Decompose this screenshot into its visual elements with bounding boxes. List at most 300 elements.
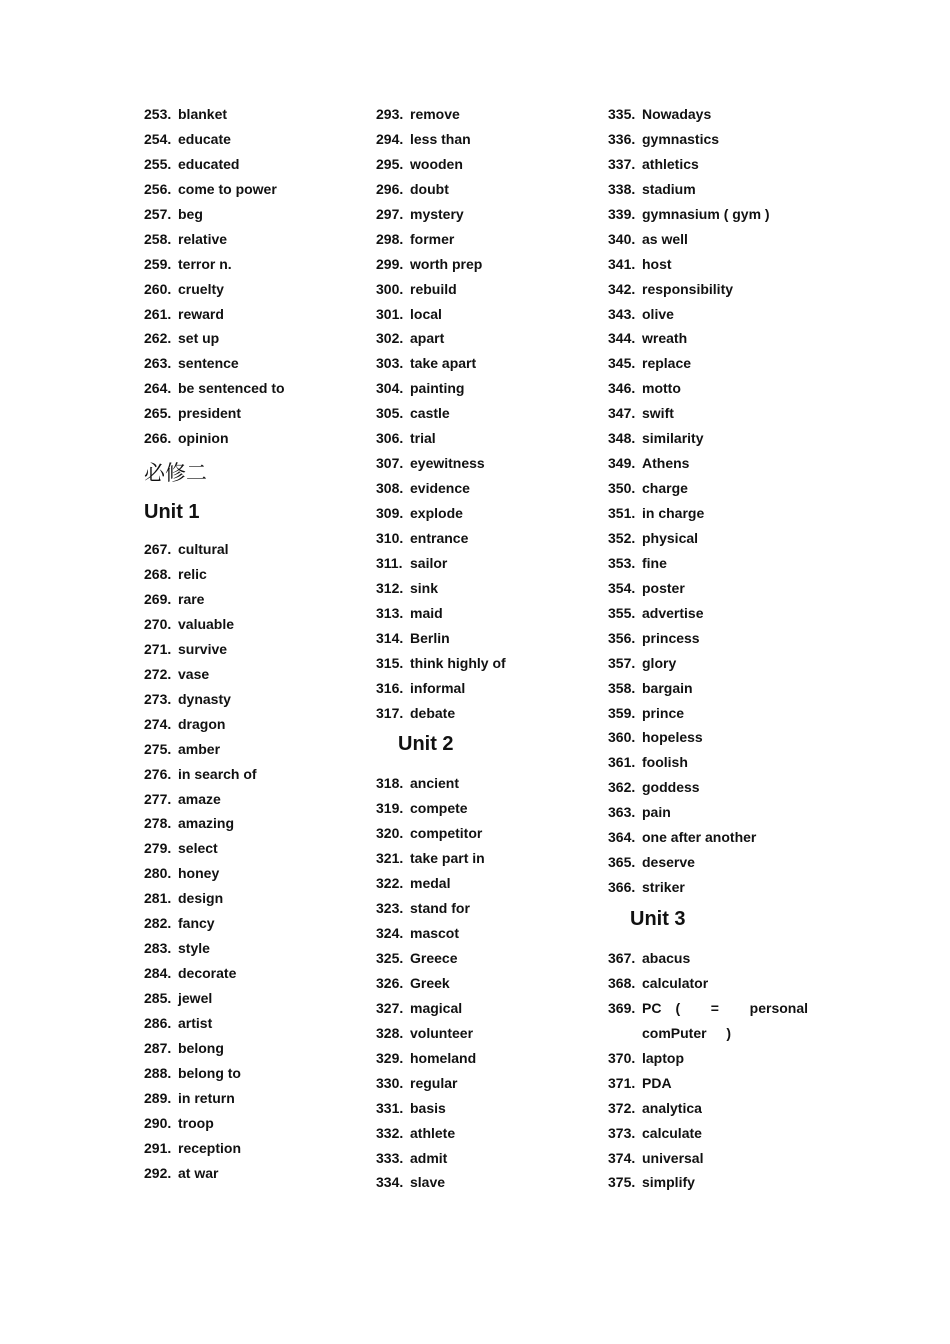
vocab-entry — [144, 936, 364, 961]
entry-word: informal — [410, 679, 466, 696]
entry-word: local — [410, 305, 442, 322]
entry-word: belong — [178, 1039, 224, 1056]
entry-word: slave — [410, 1174, 446, 1191]
pc-entry-line — [608, 996, 808, 1021]
entry-word: take apart — [410, 355, 477, 372]
entry-number: 262. — [144, 330, 172, 347]
vocab-entry — [144, 712, 364, 737]
vocab-entry — [144, 612, 364, 637]
entry-number: 312. — [376, 579, 404, 596]
entry-number: 340. — [608, 230, 636, 247]
entry-number: 345. — [608, 355, 636, 372]
entry-word: PC — [642, 999, 662, 1016]
entry-number: 254. — [144, 130, 172, 147]
entry-word: Berlin — [410, 629, 450, 646]
entry-number: 338. — [608, 180, 636, 197]
entry-word: princess — [642, 629, 700, 646]
vocab-entry — [376, 996, 596, 1021]
entry-number: 358. — [608, 679, 636, 696]
vocab-entry — [144, 886, 364, 911]
vocab-entry — [608, 227, 838, 252]
entry-number: 309. — [376, 505, 404, 521]
entry-word: similarity — [642, 430, 704, 447]
entry-number: 286. — [144, 1014, 172, 1031]
entry-word: simplify — [642, 1174, 695, 1191]
entry-number: 260. — [144, 280, 172, 297]
vocab-entry — [608, 971, 838, 996]
entry-word: president — [178, 405, 242, 422]
vocab-entry — [608, 551, 838, 576]
entry-number: 355. — [608, 604, 636, 621]
entry-number: 325. — [376, 950, 404, 966]
vocab-entry — [144, 1086, 364, 1111]
entry-number: 313. — [376, 604, 404, 621]
entry-word: basis — [410, 1099, 446, 1116]
vocab-entry — [608, 277, 838, 302]
entry-word: PDA — [642, 1074, 672, 1091]
vocab-entry — [376, 476, 596, 501]
entry-word: educated — [178, 155, 240, 172]
entry-word: terror n. — [178, 255, 232, 272]
entry-number: 373. — [608, 1124, 636, 1141]
entry-number: 264. — [144, 380, 172, 397]
entry-word: decorate — [178, 965, 237, 982]
entry-word: beg — [178, 205, 203, 222]
entry-number: 300. — [376, 280, 404, 297]
entry-word: bargain — [642, 679, 693, 696]
entry-word: debate — [410, 704, 456, 721]
entry-word: athletics — [642, 155, 699, 172]
vocab-entry — [608, 601, 838, 626]
entry-number: 349. — [608, 455, 636, 472]
vocab-entry — [144, 1061, 364, 1086]
entry-number: 287. — [144, 1039, 172, 1056]
entry-word: regular — [410, 1074, 458, 1091]
vocab-entry — [608, 576, 838, 601]
entry-number: 351. — [608, 505, 636, 521]
entry-number: 364. — [608, 829, 636, 846]
entry-number: 289. — [144, 1089, 172, 1106]
entry-number: 344. — [608, 330, 636, 347]
entry-word: analytica — [642, 1099, 702, 1116]
book-heading: 必修二 — [144, 461, 207, 486]
vocab-entry — [144, 351, 364, 376]
vocab-entry — [144, 227, 364, 252]
vocab-entry — [144, 737, 364, 762]
vocab-entry — [144, 1036, 364, 1061]
entry-number: 339. — [608, 205, 636, 222]
vocab-entry — [608, 451, 838, 476]
vocab-entry — [376, 501, 596, 526]
entry-number: 342. — [608, 280, 636, 297]
vocab-entry — [144, 1161, 364, 1186]
vocab-entry — [376, 796, 596, 821]
entry-word: troop — [178, 1114, 214, 1131]
entry-number: 268. — [144, 566, 172, 583]
vocab-entry — [376, 252, 596, 277]
entry-word: in search of — [178, 765, 257, 782]
entry-list — [376, 102, 596, 725]
entry-word: come to power — [178, 180, 277, 197]
pc-entry-continuation — [608, 1021, 838, 1046]
entry-word: striker — [642, 879, 685, 896]
vocab-entry — [608, 1146, 838, 1171]
entry-word: laptop — [642, 1049, 684, 1066]
entry-word: in charge — [642, 505, 705, 521]
entry-number: 322. — [376, 875, 404, 892]
entry-number: 323. — [376, 900, 404, 917]
entry-number: 337. — [608, 155, 636, 172]
vocab-entry — [144, 986, 364, 1011]
entry-word: charge — [642, 480, 688, 497]
entry-word: entrance — [410, 529, 469, 546]
entry-word: dragon — [178, 715, 226, 732]
entry-word: dynasty — [178, 690, 231, 707]
entry-word: think highly of — [410, 654, 506, 671]
entry-number: 324. — [376, 925, 404, 942]
vocab-entry — [144, 762, 364, 787]
vocab-entry — [608, 850, 838, 875]
entry-number: 278. — [144, 815, 172, 832]
vocab-entry — [608, 1096, 838, 1121]
vocab-entry — [608, 202, 838, 227]
vocab-entry — [144, 102, 364, 127]
entry-word: athlete — [410, 1124, 456, 1141]
vocab-entry — [376, 277, 596, 302]
entry-number: 276. — [144, 765, 172, 782]
entry-word: amaze — [178, 790, 221, 807]
vocab-entry — [608, 1046, 838, 1071]
entry-word: vase — [178, 665, 210, 682]
vocab-entry — [608, 152, 838, 177]
entry-number: 279. — [144, 840, 172, 857]
entry-number: 361. — [608, 754, 636, 771]
vocab-entry — [608, 651, 838, 676]
unit-heading: Unit 2 — [398, 733, 454, 756]
entry-word: relic — [178, 566, 207, 583]
entry-word: honey — [178, 865, 220, 882]
entry-number: 329. — [376, 1049, 404, 1066]
vocab-entry — [608, 252, 838, 277]
entry-word: glory — [642, 654, 677, 671]
vocab-entry — [144, 127, 364, 152]
entry-number: 352. — [608, 529, 636, 546]
entry-word: comPuter — [642, 1024, 707, 1041]
entry-number: 353. — [608, 554, 636, 571]
entry-number: 367. — [608, 950, 636, 966]
vocab-entry — [608, 426, 838, 451]
entry-number: 336. — [608, 130, 636, 147]
vocab-entry — [376, 376, 596, 401]
entry-number: 315. — [376, 654, 404, 671]
vocab-entry — [376, 526, 596, 551]
entry-number: 357. — [608, 654, 636, 671]
vocab-entry — [376, 127, 596, 152]
vocab-entry — [376, 1170, 596, 1195]
entry-word: olive — [642, 305, 674, 322]
entry-word: foolish — [642, 754, 688, 771]
entry-number: 369. — [608, 999, 636, 1016]
entry-word: one after another — [642, 829, 757, 846]
vocab-entry — [144, 1111, 364, 1136]
entry-word: opinion — [178, 430, 229, 447]
entry-number: 311. — [376, 554, 403, 571]
entry-number: 266. — [144, 430, 172, 447]
column-2 — [376, 102, 596, 1195]
entry-number: 356. — [608, 629, 636, 646]
close-paren: ) — [726, 1024, 732, 1041]
entry-number: 265. — [144, 405, 172, 422]
entry-number: 317. — [376, 704, 404, 721]
entry-number: 332. — [376, 1124, 404, 1141]
entry-number: 333. — [376, 1149, 404, 1166]
entry-number: 259. — [144, 255, 172, 272]
entry-word: remove — [410, 106, 460, 122]
entry-number: 288. — [144, 1064, 172, 1081]
vocab-entry — [144, 961, 364, 986]
vocab-entry — [376, 326, 596, 351]
entry-number: 335. — [608, 106, 636, 122]
open-paren: ( — [675, 999, 681, 1016]
entry-number: 363. — [608, 804, 636, 821]
entry-number: 290. — [144, 1114, 172, 1131]
entry-word: apart — [410, 330, 445, 347]
vocab-entry — [376, 401, 596, 426]
vocab-entry — [376, 1071, 596, 1096]
entry-word: maid — [410, 604, 443, 621]
entry-number: 269. — [144, 591, 172, 607]
vocab-entry — [144, 202, 364, 227]
entry-word: replace — [642, 355, 692, 372]
entry-number: 296. — [376, 180, 404, 197]
vocab-entry — [144, 252, 364, 277]
vocab-entry — [376, 676, 596, 701]
entry-word: design — [178, 890, 224, 907]
entry-word: goddess — [642, 779, 700, 796]
entry-word: advertise — [642, 604, 704, 621]
vocab-entry — [376, 771, 596, 796]
entry-number: 273. — [144, 690, 172, 707]
vocab-entry — [608, 946, 838, 971]
entry-word: be sentenced to — [178, 380, 285, 397]
entry-word: less than — [410, 130, 471, 147]
entry-word: sailor — [410, 554, 448, 571]
entry-word: jewel — [178, 990, 213, 1006]
entry-word: cultural — [178, 541, 229, 558]
entry-word: mystery — [410, 205, 464, 222]
vocab-entry — [376, 651, 596, 676]
vocab-entry — [144, 177, 364, 202]
entry-word: ancient — [410, 775, 460, 792]
entry-word: compete — [410, 800, 468, 817]
vocab-entry — [376, 971, 596, 996]
entry-list — [608, 1046, 838, 1196]
entry-number: 321. — [376, 850, 404, 867]
entry-number: 299. — [376, 255, 404, 272]
entry-number: 366. — [608, 879, 636, 896]
vocab-entry — [376, 1096, 596, 1121]
vocab-entry — [376, 921, 596, 946]
entry-word: blanket — [178, 106, 228, 122]
entry-number: 261. — [144, 305, 172, 322]
entry-number: 291. — [144, 1139, 172, 1156]
entry-word: as well — [642, 230, 688, 247]
entry-word: competitor — [410, 825, 483, 842]
entry-number: 330. — [376, 1074, 404, 1091]
entry-word: Nowadays — [642, 106, 712, 122]
entry-number: 359. — [608, 704, 636, 721]
vocab-entry — [376, 1021, 596, 1046]
entry-word: motto — [642, 380, 681, 397]
entry-number: 267. — [144, 541, 172, 558]
vocab-entry — [376, 846, 596, 871]
vocab-entry — [144, 787, 364, 812]
entry-number: 284. — [144, 965, 172, 982]
entry-number: 371. — [608, 1074, 636, 1091]
vocab-entry — [144, 811, 364, 836]
entry-word: eyewitness — [410, 455, 485, 472]
entry-number: 343. — [608, 305, 636, 322]
entry-word: at war — [178, 1164, 219, 1181]
vocab-entry — [144, 152, 364, 177]
vocab-entry — [376, 896, 596, 921]
entry-number: 346. — [608, 380, 636, 397]
entry-number: 362. — [608, 779, 636, 796]
entry-number: 350. — [608, 480, 636, 497]
entry-word: admit — [410, 1149, 448, 1166]
entry-word: Athens — [642, 455, 690, 472]
entry-word: rare — [178, 591, 205, 607]
vocab-entry — [144, 662, 364, 687]
entry-number: 270. — [144, 615, 172, 632]
entry-number: 257. — [144, 205, 172, 222]
entry-number: 295. — [376, 155, 404, 172]
entry-number: 256. — [144, 180, 172, 197]
vocab-entry — [376, 177, 596, 202]
entry-list — [376, 771, 596, 1195]
entry-number: 304. — [376, 380, 404, 397]
entry-number: 348. — [608, 430, 636, 447]
entry-word: stand for — [410, 900, 470, 917]
entry-number: 294. — [376, 130, 404, 147]
entry-number: 319. — [376, 800, 404, 817]
vocab-entry — [376, 451, 596, 476]
entry-word: survive — [178, 640, 228, 657]
vocab-entry — [608, 775, 838, 800]
vocab-entry — [608, 800, 838, 825]
entry-word: reward — [178, 305, 224, 322]
vocab-entry-pc — [608, 996, 838, 1046]
entry-word: in return — [178, 1089, 235, 1106]
entry-word: medal — [410, 875, 451, 892]
entry-word: belong to — [178, 1064, 241, 1081]
entry-word: wooden — [410, 155, 463, 172]
entry-number: 368. — [608, 974, 636, 991]
entry-word: artist — [178, 1014, 213, 1031]
entry-word: select — [178, 840, 218, 857]
entry-word: cruelty — [178, 280, 224, 297]
vocab-entry — [608, 102, 838, 127]
entry-number: 292. — [144, 1164, 172, 1181]
entry-number: 316. — [376, 679, 404, 696]
entry-number: 374. — [608, 1149, 636, 1166]
entry-list — [608, 946, 838, 996]
entry-number: 327. — [376, 999, 404, 1016]
vocab-entry — [144, 637, 364, 662]
entry-word: stadium — [642, 180, 696, 197]
entry-word: fine — [642, 554, 667, 571]
entry-word: explode — [410, 505, 463, 521]
vocab-entry — [376, 551, 596, 576]
entry-word: prince — [642, 704, 685, 721]
vocab-entry — [144, 562, 364, 587]
entry-list — [144, 537, 364, 1185]
entry-number: 306. — [376, 430, 404, 447]
vocab-entry — [144, 836, 364, 861]
vocab-entry — [608, 401, 838, 426]
entry-word: take part in — [410, 850, 485, 867]
entry-word: poster — [642, 579, 685, 596]
entry-word: painting — [410, 380, 465, 397]
entry-word: doubt — [410, 180, 449, 197]
vocab-entry — [376, 227, 596, 252]
vocab-entry — [608, 701, 838, 726]
vocab-entry — [376, 871, 596, 896]
entry-number: 341. — [608, 255, 636, 272]
unit-heading: Unit 3 — [630, 908, 686, 930]
entry-number: 275. — [144, 740, 172, 757]
entry-word: volunteer — [410, 1024, 474, 1041]
vocab-entry — [144, 1136, 364, 1161]
entry-number: 301. — [376, 305, 404, 322]
vocab-entry — [376, 102, 596, 127]
entry-number: 318. — [376, 775, 404, 792]
entry-word: deserve — [642, 854, 695, 871]
entry-word: abacus — [642, 950, 691, 966]
entry-number: 310. — [376, 529, 404, 546]
entry-number: 283. — [144, 940, 172, 957]
vocab-entry — [376, 426, 596, 451]
vocab-entry — [608, 526, 838, 551]
entry-number: 282. — [144, 915, 172, 932]
entry-word: universal — [642, 1149, 704, 1166]
entry-word: calculate — [642, 1124, 702, 1141]
vocab-entry — [144, 277, 364, 302]
vocab-entry — [376, 946, 596, 971]
entry-number: 370. — [608, 1049, 636, 1066]
vocab-entry — [144, 1011, 364, 1036]
column-3 — [608, 102, 838, 1195]
vocab-entry — [144, 537, 364, 562]
vocab-entry — [144, 302, 364, 327]
vocab-entry — [608, 1170, 838, 1195]
vocab-entry — [376, 351, 596, 376]
entry-number: 375. — [608, 1174, 636, 1191]
entry-word: calculator — [642, 974, 709, 991]
entry-number: 285. — [144, 990, 172, 1006]
entry-word: style — [178, 940, 210, 957]
entry-word: pain — [642, 804, 671, 821]
vocab-entry — [376, 1121, 596, 1146]
entry-word: homeland — [410, 1049, 477, 1066]
entry-word: reception — [178, 1139, 242, 1156]
entry-number: 331. — [376, 1099, 404, 1116]
vocab-entry — [376, 701, 596, 726]
entry-list — [608, 102, 838, 900]
vocab-entry — [376, 576, 596, 601]
vocab-entry — [608, 476, 838, 501]
vocab-entry — [608, 875, 838, 900]
